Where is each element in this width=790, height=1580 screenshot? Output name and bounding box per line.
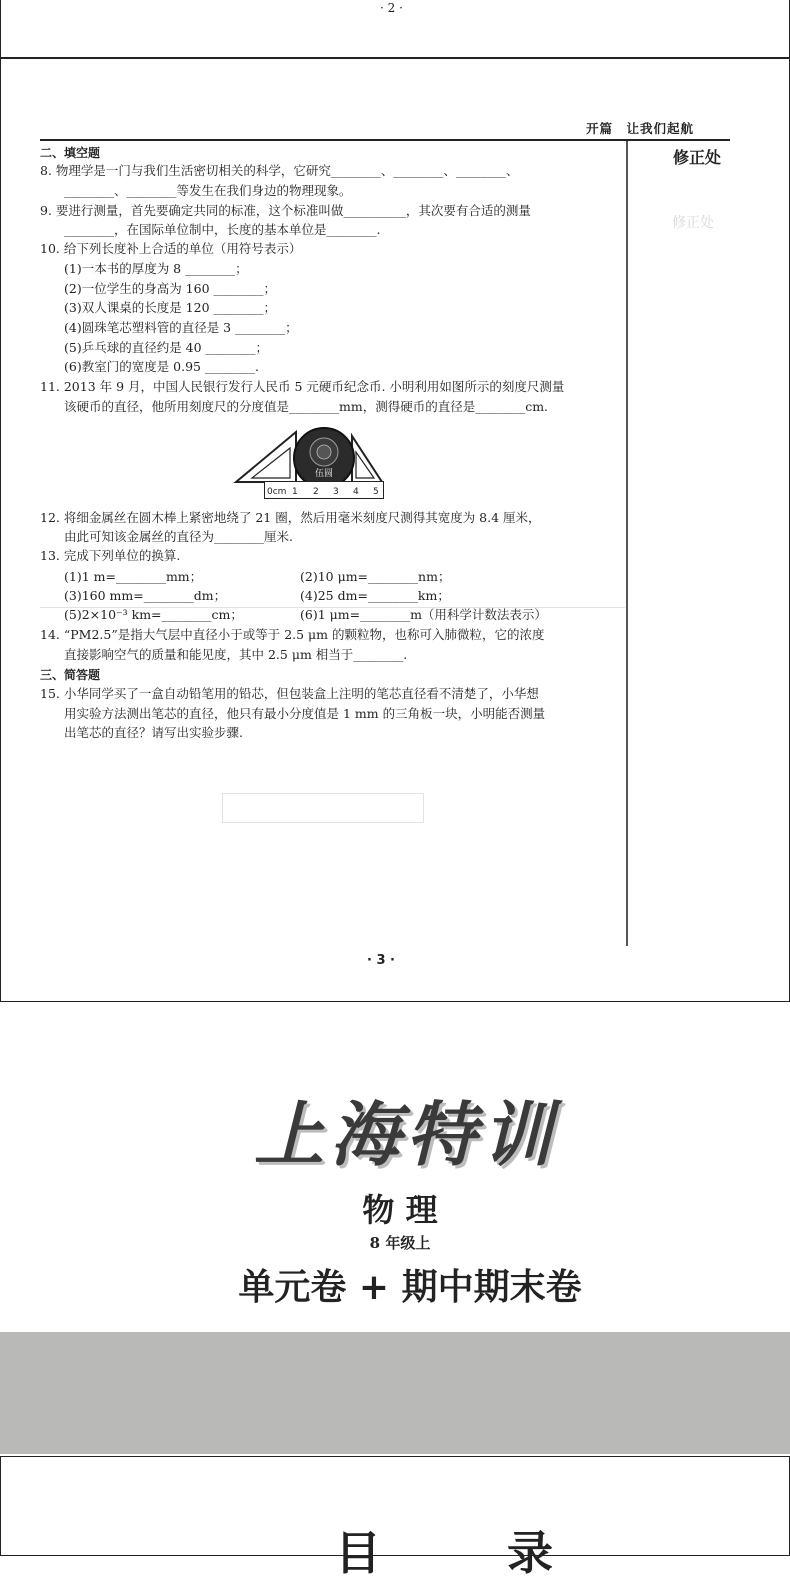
- ruler-label: 1: [292, 487, 298, 497]
- bleed-through-text: 修正处: [672, 215, 714, 231]
- question-12-line-2: 由此可知该金属丝的直径为________厘米.: [64, 529, 293, 544]
- ruler-label: 2: [313, 487, 319, 497]
- ruler-label: 4: [353, 487, 359, 497]
- cover-subject: 物 理: [362, 1191, 438, 1229]
- cover-subtitle: 单元卷 + 期中期末卷: [238, 1267, 582, 1308]
- question-10-item-1: (1)一本书的厚度为 8 ________；: [64, 261, 248, 276]
- ruler-label: 0cm: [267, 487, 287, 497]
- coin-text: 伍圆: [314, 469, 334, 479]
- page-header: 开篇 让我们起航: [586, 121, 695, 136]
- question-9-line-2: ________，在国际单位制中，长度的基本单位是________.: [64, 222, 381, 237]
- left-triangle: [236, 432, 296, 482]
- correction-title: 修正处: [673, 148, 722, 167]
- cover-title: 上海特训: [254, 1093, 558, 1176]
- question-14-line-1: 14. “PM2.5”是指大气层中直径小于或等于 2.5 μm 的颗粒物，也称可入肺微粒，它的浓度: [40, 627, 545, 642]
- ruler-label: 5: [373, 487, 379, 497]
- question-12-line-1: 12. 将细金属丝在圆木棒上紧密地绕了 21 圈，然后用毫米刻度尺测得其宽度为 8.4 厘米，: [40, 510, 541, 525]
- margin-divider: [626, 141, 628, 946]
- question-15-line-3: 出笔芯的直径？请写出实验步骤.: [64, 725, 243, 740]
- question-13-item-4: (4)25 dm=________km；: [300, 588, 450, 603]
- question-11-line-2: 该硬币的直径，他所用刻度尺的分度值是________mm，测得硬币的直径是________cm.: [64, 399, 549, 414]
- question-13-item-6: (6)1 μm=________m（用科学计数法表示）: [300, 607, 547, 622]
- section-short-answer: 三、简答题: [40, 668, 101, 682]
- question-13-item-5: (5)2×10⁻³ km=________cm；: [64, 607, 243, 622]
- question-13-item-2: (2)10 μm=________nm；: [300, 569, 451, 584]
- question-13-item-1: (1)1 m=________mm；: [64, 569, 203, 584]
- question-10-stem: 10. 给下列长度补上合适的单位（用符号表示）: [40, 241, 302, 256]
- question-11-line-1: 11. 2013 年 9 月，中国人民银行发行人民币 5 元硬币纪念币. 小明利用如图所示的刻度尺测量: [40, 379, 565, 394]
- question-8-line-1: 8. 物理学是一门与我们生活密切相关的科学，它研究________、________、________、: [40, 163, 519, 178]
- question-15-line-1: 15. 小华同学买了一盒自动铅笔用的铅芯，但包装盒上注明的笔芯直径看不清楚了，小华想: [40, 686, 539, 701]
- question-15-line-2: 用实验方法测出笔芯的直径，他只有最小分度值是 1 mm 的三角板一块，小明能否测量: [64, 706, 546, 721]
- page-2-number: · 2 ·: [380, 1, 403, 15]
- question-13-stem: 13. 完成下列单位的换算.: [40, 548, 181, 563]
- question-8-line-2: ________、________等发生在我们身边的物理现象。: [64, 183, 352, 198]
- next-page-title: 目 录: [335, 1526, 593, 1580]
- question-10-item-4: (4)圆珠笔芯塑料管的直径是 3 ________；: [64, 320, 298, 335]
- question-10-item-6: (6)教室门的宽度是 0.95 ________.: [64, 359, 259, 374]
- cover-grade: 8 年级上: [369, 1234, 431, 1252]
- ruler-label: 3: [333, 487, 339, 497]
- question-10-item-3: (3)双人课桌的长度是 120 ________；: [64, 300, 277, 315]
- cover-band: [0, 1332, 790, 1454]
- section-fill-in: 二、填空题: [40, 146, 101, 160]
- question-10-item-2: (2)一位学生的身高为 160 ________；: [64, 281, 277, 296]
- question-14-line-2: 直接影响空气的质量和能见度，其中 2.5 μm 相当于________.: [64, 647, 408, 662]
- page-3-number: · 3 ·: [367, 953, 395, 968]
- question-10-item-5: (5)乒乓球的直径约是 40 ________；: [64, 340, 269, 355]
- question-13-item-3: (3)160 mm=________dm；: [64, 588, 227, 603]
- bleed-through-box: [222, 793, 424, 823]
- question-9-line-1: 9. 要进行测量，首先要确定共同的标准，这个标准叫做__________，其次要有合适的测量: [40, 203, 531, 218]
